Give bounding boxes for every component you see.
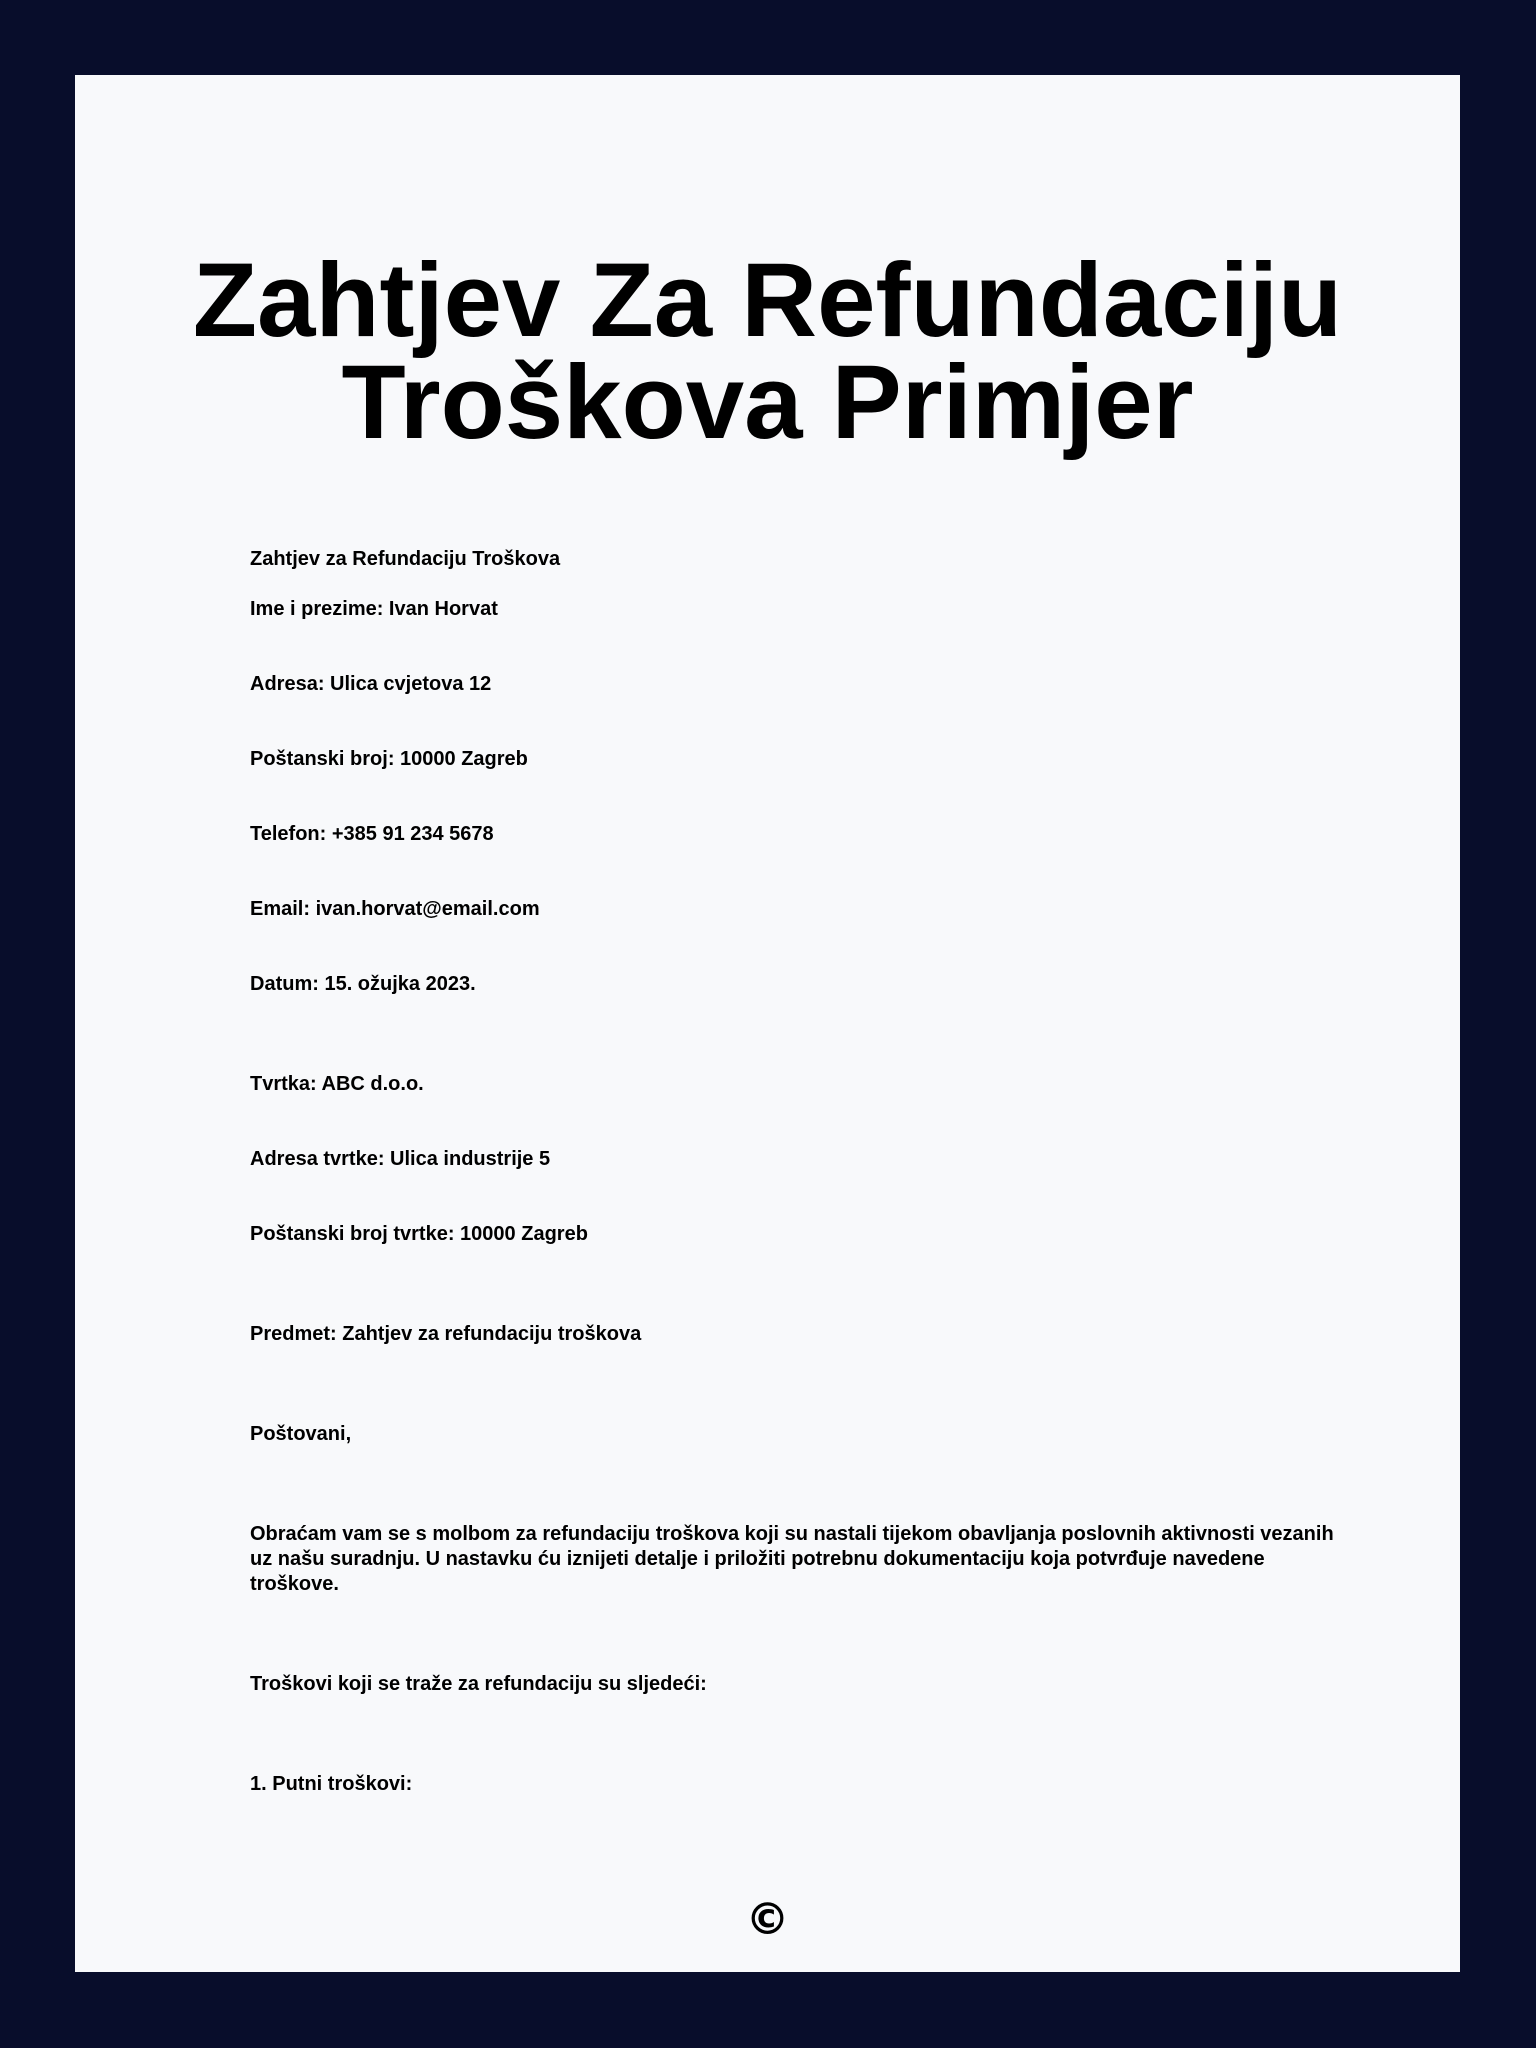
letter-greeting: Poštovani, [250, 1423, 352, 1445]
expenses-intro: Troškovi koji se traže za refundaciju su sljedeći: [250, 1673, 707, 1695]
applicant-name: Ime i prezime: Ivan Horvat [250, 598, 498, 620]
applicant-phone: Telefon: +385 91 234 5678 [250, 823, 494, 845]
document-title-line-2: Troškova Primjer [341, 344, 1194, 461]
document-title [75, 242, 1460, 461]
company-postal-code: Poštanski broj tvrtke: 10000 Zagreb [250, 1223, 588, 1245]
applicant-email: Email: ivan.horvat@email.com [250, 898, 540, 920]
letter-date: Datum: 15. ožujka 2023. [250, 973, 476, 995]
letter-subject: Predmet: Zahtjev za refundaciju troškova [250, 1323, 642, 1345]
letter-heading: Zahtjev za Refundaciju Troškova [250, 548, 561, 570]
document-title-line-1: Zahtjev Za Refundaciju [192, 242, 1343, 359]
applicant-address: Adresa: Ulica cvjetova 12 [250, 673, 492, 695]
company-name: Tvrtka: ABC d.o.o. [250, 1073, 424, 1095]
company-address: Adresa tvrtke: Ulica industrije 5 [250, 1148, 551, 1170]
expense-item-travel: 1. Putni troškovi: [250, 1773, 413, 1795]
intro-paragraph: Obraćam vam se s molbom za refundaciju troškova koji su nastali tijekom obavljanja poslovnih aktivnosti vezanih uz našu suradnju. U nastavku ću iznijeti detalje i priložiti potrebnu dokumentaciju koja potvrđuje navedene troškove. [250, 1523, 1334, 1595]
document-page [75, 75, 1460, 1972]
applicant-postal-code: Poštanski broj: 10000 Zagreb [250, 748, 528, 770]
copyright-icon: © [745, 1894, 790, 1945]
